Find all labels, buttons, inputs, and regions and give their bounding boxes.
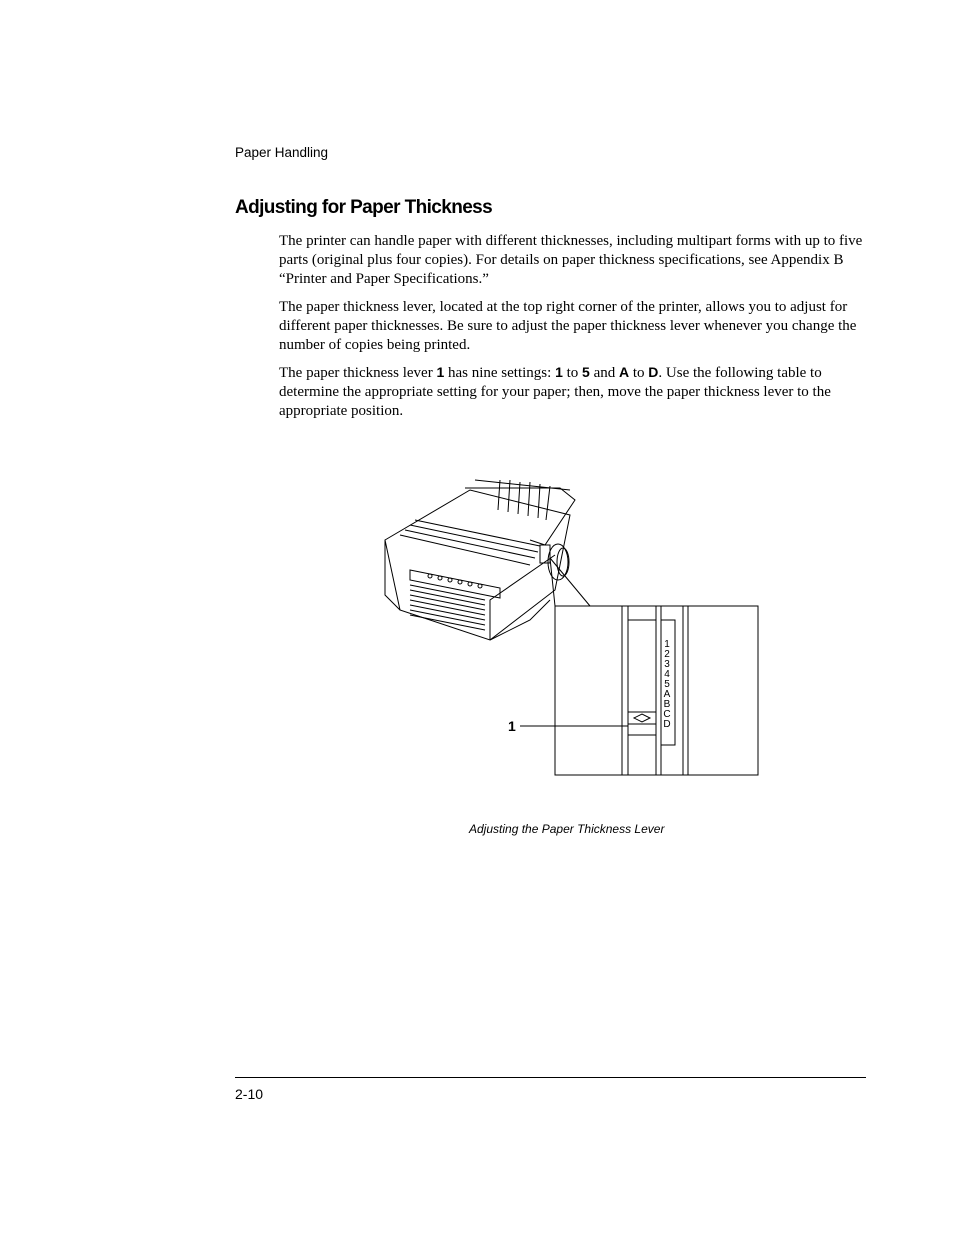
printer-illustration [380,470,770,790]
setting-symbol: A [619,364,630,380]
footer-rule [235,1077,866,1078]
section-heading: Adjusting for Paper Thickness [235,197,493,218]
text-run: . Use the following table to determine the appropriate setting for your paper; then, move the paper thickness lever to the appropriate position. [279,365,831,419]
scale-label-b: B [663,699,671,710]
callout-number: 1 [508,718,516,734]
setting-symbol: 1 [555,364,563,380]
scale-label-1: 1 [664,639,670,650]
scale-label-a: A [663,689,671,700]
paragraph-lever-settings [279,363,869,421]
running-header: Paper Handling [235,145,329,160]
callout-symbol: 1 [436,364,445,380]
scale-label-d: D [663,719,671,730]
text-run: and [589,365,619,381]
printer-lever-drawing [380,470,770,790]
page-number: 2-10 [235,1086,264,1102]
scale-label-2: 2 [664,649,670,660]
text-run: The paper thickness lever [279,365,437,381]
text-run: has nine settings: [444,365,556,381]
setting-symbol: D [648,364,659,380]
scale-label-4: 4 [664,669,670,680]
scale-label-5: 5 [664,679,670,690]
setting-symbol: 5 [582,364,590,380]
scale-label-c: C [663,709,671,720]
paragraph-lever-location: The paper thickness lever, located at the top right corner of the printer, allows you to adjust for different paper thicknesses. Be sure to adjust the paper thickness lever whenever you change the number of copies being printed. [279,299,857,353]
paragraph-thickness-intro: The printer can handle paper with different thicknesses, including multipart forms with up to five parts (original plus four copies). For details on paper thickness specifications, see Appendix B “Printer and Paper Specifications.” [279,233,863,287]
text-run: to [562,365,583,381]
figure-caption: Adjusting the Paper Thickness Lever [469,822,665,836]
scale-label-3: 3 [664,659,670,670]
text-run: to [629,365,649,381]
